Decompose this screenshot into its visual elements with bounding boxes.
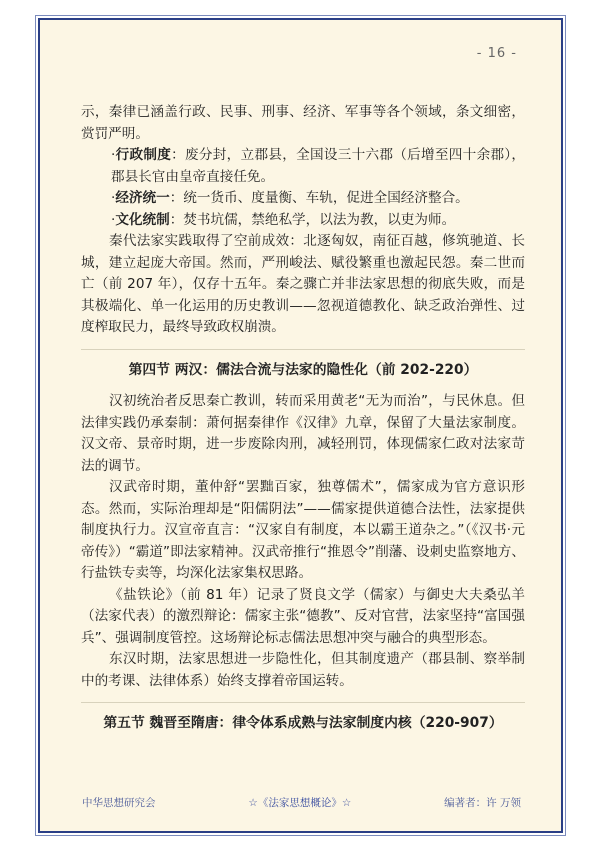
section-heading: 第四节 两汉：儒法合流与法家的隐性化（前 202-220） bbox=[81, 349, 525, 382]
section-heading: 第五节 魏晋至隋唐：律令体系成熟与法家制度内核（220-907） bbox=[81, 702, 525, 735]
bullet-text: ：废分封，立郡县，全国设三十六郡（后增至四十余郡），郡县长官由皇帝直接任免。 bbox=[111, 147, 526, 185]
bullet-dot: · bbox=[111, 211, 116, 228]
bullet-label: 经济统一 bbox=[115, 190, 170, 206]
bullet-text: ：焚书坑儒，禁绝私学，以法为教，以吏为师。 bbox=[169, 211, 456, 228]
paragraph: 东汉时期，法家思想进一步隐性化，但其制度遗产（郡县制、察举制中的考课、法律体系）始终支撑着帝国运转。 bbox=[81, 651, 525, 689]
paragraph: 汉武帝时期，董仲舒“罢黜百家，独尊儒术”，儒家成为官方意识形态。然而，实际治理却是“阳儒阴法”——儒家提供道德合法性，法家提供制度执行力。汉宣帝直言：“汉家自有制度，本以霸王道杂之。”（《汉书·元帝传》）“霸道”即法家精神。汉武帝推行“推恩令”削藩、设刺史监察地方、行盐铁专卖等，均深化法家集权思路。 bbox=[81, 479, 525, 581]
footer-book-title: ☆《法家思想概论》☆ bbox=[248, 797, 352, 809]
bullet-item bbox=[81, 210, 525, 232]
bullet-item bbox=[81, 188, 525, 210]
paragraph: 汉初统治者反思秦亡教训，转而采用黄老“无为而治”，与民休息。但法律实践仍承秦制：萧何据秦律作《汉律》九章，保留了大量法家制度。汉文帝、景帝时期，进一步废除肉刑，减轻刑罚，体现儒家仁政对法家苛法的调节。 bbox=[81, 393, 525, 474]
bullet-item bbox=[81, 145, 525, 188]
footer-author: 编著者：许 万领 bbox=[444, 797, 521, 809]
bullet-text: ：统一货币、度量衡、车轨，促进全国经济整合。 bbox=[169, 190, 469, 206]
paragraph: 《盐铁论》（前 81 年）记录了贤良文学（儒家）与御史大夫桑弘羊（法家代表）的激烈辩论：儒家主张“德教”、反对官营，法家坚持“富国强兵”、强调制度管控。这场辩论标志儒法思想冲突与融合的典型形态。 bbox=[81, 586, 525, 646]
page-content bbox=[81, 102, 525, 745]
document-page bbox=[38, 18, 563, 833]
bullet-dot: · bbox=[111, 147, 116, 163]
paragraph: 示，秦律已涵盖行政、民事、刑事、经济、军事等各个领域，条文细密，赏罚严明。 bbox=[81, 104, 525, 142]
paragraph: 秦代法家实践取得了空前成效：北逐匈奴，南征百越，修筑驰道、长城，建立起庞大帝国。然而，严刑峻法、赋役繁重也激起民怨。秦二世而亡（前 207 年），仅存十五年。秦之骤亡并非法家思想的彻底失败，而是其极端化、单一化运用的历史教训——忽视道德教化、缺乏政治弹性、过度榨取民力，最终导致政权崩溃。 bbox=[81, 233, 525, 335]
bullet-label: 行政制度 bbox=[115, 147, 172, 163]
bullet-label: 文化统制 bbox=[115, 211, 170, 228]
page-number: - 16 - bbox=[476, 46, 517, 61]
bullet-dot: · bbox=[111, 190, 116, 206]
footer-publisher: 中华思想研究会 bbox=[82, 797, 156, 809]
page-footer bbox=[82, 795, 521, 810]
